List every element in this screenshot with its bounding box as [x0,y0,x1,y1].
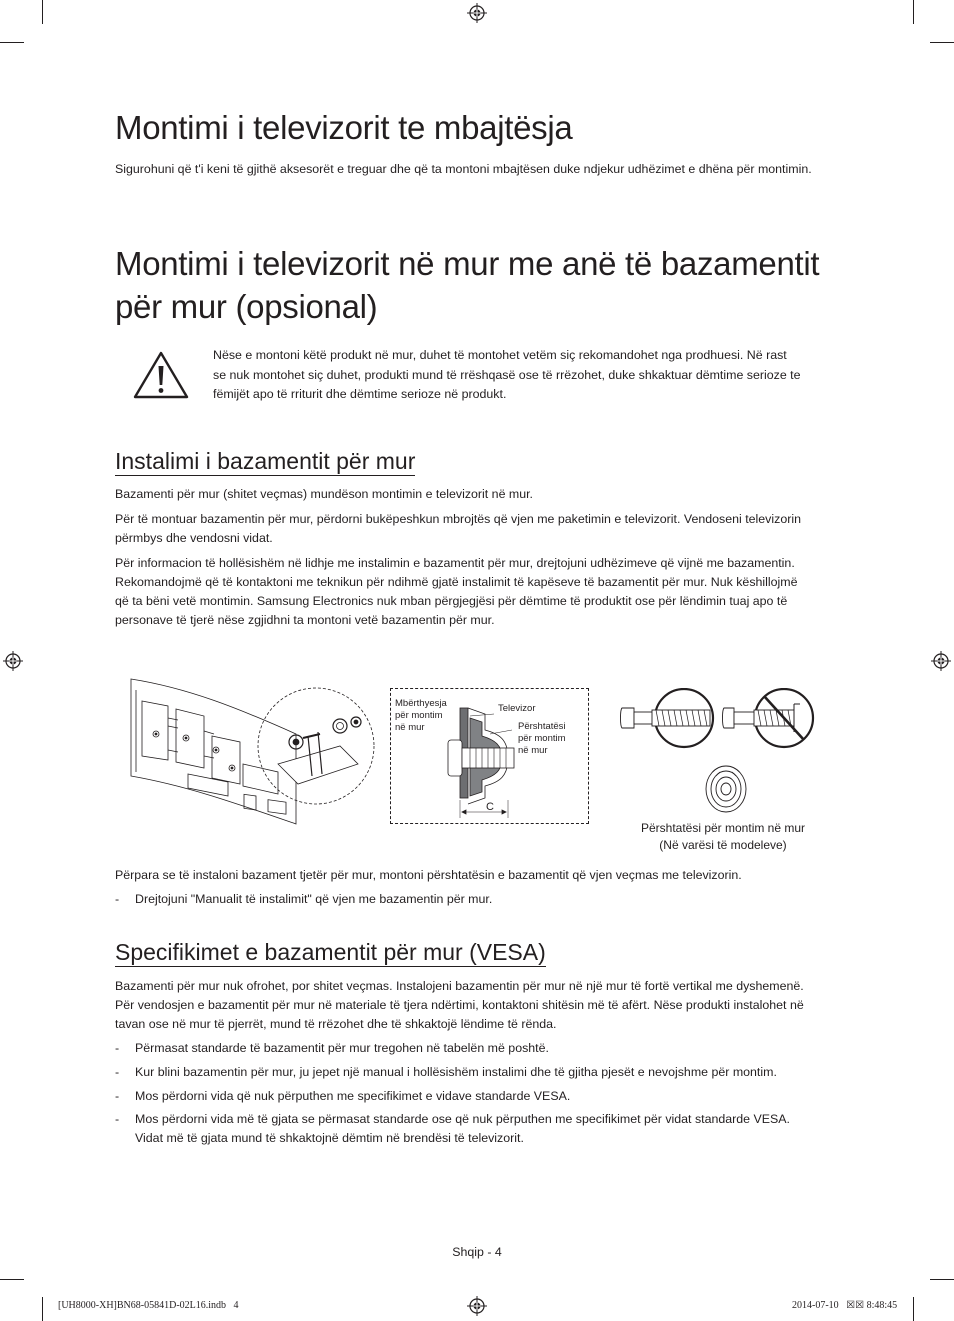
crop-mark [930,42,954,43]
registration-mark-icon [931,651,951,671]
section-heading-install: Instalimi i bazamentit për mur [115,448,416,474]
crop-mark [930,1279,954,1280]
label-bracket: Mbërthyesja për montim në mur [395,698,447,733]
list-item: - Mos përdorni vida më të gjata se përmasat standarde ose që nuk përputhen me specifikimet për vidat standarde VESA. Vidat më të gjata mund të shkaktojnë dëmtim në brendësi të televizorit. [115,1112,790,1145]
warning-line: Nëse e montoni këtë produkt në mur, duhet të montohet vetëm siç rekomandohet nga prodhuesi. Në rast [213,348,787,362]
list-item: - Kur blini bazamentin për mur, ju jepet një manual i hollësishëm instalimi dhe të gjitha pjesët e nevojshme për montim. [115,1065,777,1079]
before-install-text: Përpara se të instaloni bazament tjetër për mur, montoni përshtatësin e bazamentit që vjen veçmas me televizorin. [115,868,742,882]
page-number: Shqip - 4 [452,1245,502,1259]
vesa-text: Bazamenti për mur nuk ofrohet, por shitet veçmas. Instalojeni bazamentin për mur në një mur të fortë vertikal me dyshemenë. [115,979,804,993]
label-tv: Televizor [498,703,536,714]
warning-line: se nuk montohet siç duhet, produkti mund të rrëshqasë ose të rrëzohet, duke shkaktuar dëmtime serioze te [213,368,801,382]
screw-ok-icon [616,688,716,750]
screw-not-ok-icon [720,688,820,750]
crop-mark [42,0,43,24]
label-adapter: Përshtatësi për montim në mur [518,721,566,756]
install-text: përmbys dhe vendosni vidat. [115,531,273,545]
cross-section-illustration [440,700,550,818]
install-text: Rekomandojmë që të kontaktoni me teknikun për ndihmë gjatë instalimit të kapëseve të bazamentit për mur. Nuk këshillojmë [115,575,798,589]
warning-line: fëmijët apo të rriturit dhe dëmtime serioze në produkt. [213,387,507,401]
install-text: Për informacion të hollësishëm në lidhje me instalimin e bazamentit për mur, drejtojuni udhëzimeve që vijnë me bazamentin. [115,556,795,570]
label-dimension-c: C [486,801,494,813]
crop-mark [42,1297,43,1321]
registration-mark-icon [467,3,487,23]
list-item: - Mos përdorni vida që nuk përputhen me specifikimet e vidave standarde VESA. [115,1089,571,1103]
crop-mark [913,1297,914,1321]
footer-timestamp: 2014-07-10 ☒☒ 8:48:45 [792,1300,898,1311]
registration-mark-icon [467,1296,487,1316]
tv-back-illustration [128,676,390,826]
install-text: që ta bëni vetë montimin. Samsung Electronics nuk mban përgjegjësi për dëmtime të produktit ose për lëndimin tuaj apo të [115,594,788,608]
vesa-text: tavan ose në mur të pjerrët, mund të rrëzohet dhe të shkaktojë lëndime të rënda. [115,1017,557,1031]
warning-triangle-icon [132,350,190,400]
registration-mark-icon [3,651,23,671]
section-heading-vesa: Specifikimet e bazamentit për mur (VESA) [115,939,546,965]
adapter-caption: Përshtatësi për montim në mur (Në varësi të modeleve) [640,821,806,852]
crop-mark [913,0,914,24]
list-item: - Drejtojuni "Manualit të instalimit" që vjen me bazamentin për mur. [115,892,493,906]
wall-mount-title: Montimi i televizorit në mur me anë të bazamentit [115,245,820,282]
list-item: - Përmasat standarde të bazamentit për mur tregohen në tabelën më poshtë. [115,1041,549,1055]
install-text: Bazamenti për mur (shitet veçmas) mundëson montimin e televizorit në mur. [115,487,534,501]
intro-text: Sigurohuni që t'i keni të gjithë aksesorët e treguar dhe që ta montoni mbajtësen duke ndjekur udhëzimet e dhëna për montimin. [115,162,812,176]
page-title: Montimi i televizorit te mbajtësja [115,109,573,146]
wall-mount-title-line2: për mur (opsional) [115,288,378,325]
install-text: Për të montuar bazamentin për mur, përdorni bukëpeshkun mbrojtës që vjen me paketimin e televizorit. Vendoseni televizorin [115,512,801,526]
footer-file-info: [UH8000-XH]BN68-05841D-02L16.indb 4 [58,1300,239,1311]
wall-mount-adapter-icon [702,762,750,814]
install-text: personave të tjerë nëse zgjidhni ta montoni vetë bazamentin për mur. [115,613,495,627]
crop-mark [0,42,24,43]
crop-mark [0,1279,24,1280]
vesa-text: Për vendosjen e bazamentit për mur në materiale të tjera ndërtimi, kontaktoni shitësin më të afërt. Nëse produkti instalohet në [115,998,804,1012]
